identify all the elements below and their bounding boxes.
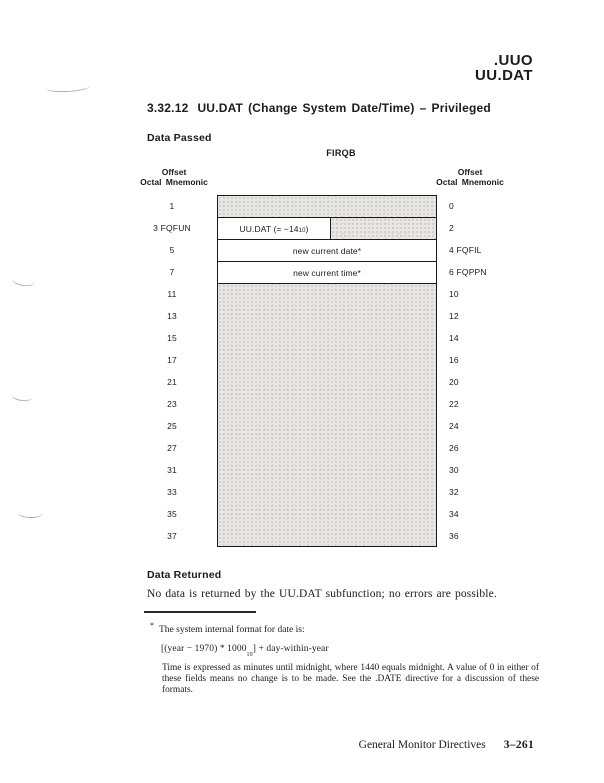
section-title: UU.DAT (Change System Date/Time) – Privileged <box>197 101 491 115</box>
offset-label: 3 FQFUN <box>153 223 191 233</box>
binding-mark <box>17 507 43 519</box>
offset-label: 32 <box>449 487 459 497</box>
footnote <box>150 621 542 696</box>
offset-label: 15 <box>167 333 177 343</box>
date-format-formula <box>161 644 542 659</box>
offset-label: 25 <box>167 421 177 431</box>
offset-label: 1 <box>169 201 175 211</box>
offset-label: 30 <box>449 465 459 475</box>
footnote-intro-text: The system internal format for date is: <box>159 625 305 636</box>
firqb-label: FIRQB <box>326 148 356 158</box>
right-offset-column <box>444 195 540 547</box>
firqb-cell-fqfun: UU.DAT (= −14 $_{10}$ ) <box>218 218 331 239</box>
offset-label: 4 FQFIL <box>449 245 482 255</box>
offset-label: 16 <box>449 355 459 365</box>
firqb-cell-reserved <box>331 218 436 239</box>
footnote-intro <box>150 621 542 635</box>
formula-text: [(year − 1970) * 1000 <box>161 644 247 655</box>
right-offset-header-line2: Octal Mnemonic <box>436 177 504 187</box>
offset-label: 10 <box>449 289 459 299</box>
offset-label: 31 <box>167 465 177 475</box>
offset-label: 27 <box>167 443 177 453</box>
section-number: 3.32.12 <box>147 101 189 115</box>
left-offset-header-line1: Offset <box>161 167 187 177</box>
firqb-row-fqfun <box>218 218 436 240</box>
offset-label: 13 <box>167 311 177 321</box>
offset-label: 0 <box>449 201 454 211</box>
left-offset-header <box>126 167 222 187</box>
page-footer <box>359 739 534 751</box>
offset-label: 23 <box>167 399 177 409</box>
binding-mark <box>10 389 33 403</box>
offset-label: 24 <box>449 421 459 431</box>
footer-page-number: 3–261 <box>503 739 534 751</box>
offset-label: 26 <box>449 443 459 453</box>
firqb-reserved-block <box>218 284 436 546</box>
firqb-cell-new-current-time: new current time* <box>218 262 436 284</box>
firqb-cell-new-current-date: new current date* <box>218 240 436 262</box>
right-offset-header-line1: Offset <box>457 167 483 177</box>
footnote-marker: * <box>150 621 154 630</box>
left-offset-column <box>124 195 220 547</box>
offset-label: 36 <box>449 531 459 541</box>
binding-mark <box>45 81 90 93</box>
offset-label: 14 <box>449 333 459 343</box>
fqfun-value-close: ) <box>305 223 309 234</box>
offset-label: 2 <box>449 223 454 233</box>
binding-mark <box>11 273 35 287</box>
section-heading <box>147 101 491 115</box>
left-offset-header-line2: Octal Mnemonic <box>140 177 208 187</box>
offset-label: 11 <box>167 289 177 299</box>
running-head-uudat: UU.DAT <box>475 67 533 84</box>
offset-label: 34 <box>449 509 459 519</box>
formula-text-end: ] + day-within-year <box>252 644 329 655</box>
data-returned-label: Data Returned <box>147 569 222 581</box>
data-passed-label: Data Passed <box>147 132 212 144</box>
subscript-base10: 10 <box>246 652 253 659</box>
offset-label: 5 <box>169 245 175 255</box>
footer-chapter-title: General Monitor Directives <box>358 739 486 751</box>
offset-label: 22 <box>449 399 459 409</box>
offset-label: 37 <box>167 531 177 541</box>
offset-label: 7 <box>169 267 175 277</box>
firqb-diagram <box>217 195 437 547</box>
firqb-reserved-row-top <box>218 196 436 218</box>
offset-label: 33 <box>167 487 177 497</box>
footnote-paragraph: Time is expressed as minutes until midnight, where 1440 equals midnight. A value of 0 in either of these fields means no change is to be made. See the .DATE directive for a discussion of these formats. <box>162 663 539 695</box>
footnote-separator <box>144 611 256 613</box>
offset-label: 21 <box>167 377 177 387</box>
offset-label: 6 FQPPN <box>449 267 487 277</box>
offset-label: 17 <box>167 355 177 365</box>
offset-label: 20 <box>449 377 459 387</box>
right-offset-header <box>422 167 518 187</box>
running-head <box>475 53 533 83</box>
running-head-uuo: .UUO <box>493 52 533 69</box>
offset-label: 35 <box>167 509 177 519</box>
offset-label: 12 <box>449 311 459 321</box>
fqfun-value: UU.DAT (= −14 <box>239 223 299 234</box>
data-returned-text: No data is returned by the UU.DAT subfunction; no errors are possible. <box>147 588 497 600</box>
